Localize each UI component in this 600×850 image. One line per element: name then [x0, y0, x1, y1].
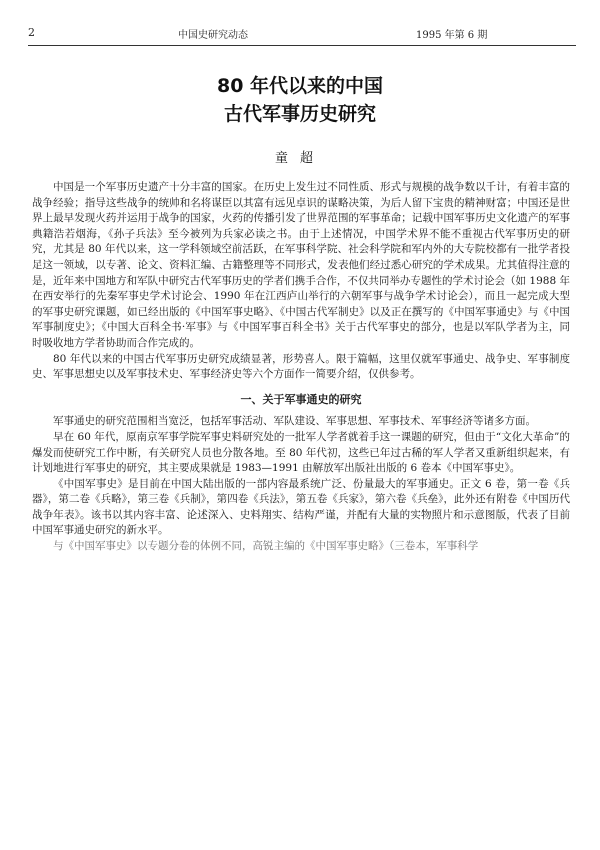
- body-paragraph: 《中国军事史》是目前在中国大陆出版的一部内容最系统广泛、份量最大的军事通史。正文 6 卷，第一卷《兵器》，第二卷《兵略》，第三卷《兵制》，第四卷《兵法》，第五卷《兵家》，第六卷《兵垒》，此外还有附卷《中国历代战争年表》。该书以其内容丰富、论述深入、史料翔实、结构严谨，并配有大量的实物照片和示意图版，代表了目前中国军事通史研究的新水平。: [32, 477, 570, 537]
- body-paragraph: 军事通史的研究范围相当宽泛，包括军事活动、军队建设、军事思想、军事技术、军事经济等诸多方面。: [53, 415, 536, 428]
- article-body: [32, 180, 570, 555]
- title-line-2: 古代军事历史研究: [223, 103, 376, 125]
- body-paragraph: 中国是一个军事历史遗产十分丰富的国家。在历史上发生过不同性质、形式与规模的战争数以千计，有着丰富的战争经验；指导这些战争的统帅和名将谋臣以其富有远见卓识的谋略决策，为后人留下宝贵的精神财富；中国还是世界上最早发现火药并运用于战争的国家，火药的传播引发了世界范围的军事革命；记载中国军事历史文化遗产的军事典籍浩若烟海，《孙子兵法》至今被列为兵家必读之书。由于上述情况，中国学术界不能不重视古代军事历史的研究，尤其是 80 年代以来，这一学科领域空前活跃，在军事科学院、社会科学院和军内外的大专院校都有一批学者投足这一领域，以专著、论文、资料汇编、古籍整理等不同形式，发表他们经过悉心研究的学术成果。尤其值得注意的是，近年来中国地方和军队中研究古代军事历史的学者们携手合作，不仅共同举办专题性的学术讨论会（如 1988 年在西安举行的先秦军事史学术讨论会、1990 年在江西庐山举行的六朝军事与战争学术讨论会），而且一起完成大型的军事史研究课题，如已经出版的《中国军事史略》、《中国古代军制史》以及正在撰写的《中国军事通史》与《中国军事制度史》；《中国大百科全书·军事》与《中国军事百科全书》关于古代军事史的部分，也是以军队学者为主，同时吸收地方学者协助而合作完成的。: [32, 181, 570, 349]
- body-paragraph: 早在 60 年代，原南京军事学院军事史料研究处的一批军人学者就着手这一课题的研究，但由于“文化大革命”的爆发而使研究工作中断，有关研究人员也分散各地。至 80 年代初，这些已年过古稀的军人学者又重新组织起来，有计划地进行军事史的研究，其主要成果就是 1983—1991 由解放军出版社出版的 6 卷本《中国军事史》。: [32, 430, 570, 475]
- article-title: [0, 72, 600, 128]
- header-rule: [28, 45, 576, 46]
- body-paragraph: 与《中国军事史》以专题分卷的体例不同，高锐主编的《中国军事史略》（三卷本，军事科学: [53, 540, 479, 553]
- journal-name: 中国史研究动态: [178, 30, 248, 41]
- running-header: [28, 26, 576, 42]
- section-heading: 一、关于军事通史的研究: [240, 392, 362, 406]
- body-paragraph: 80 年代以来的中国古代军事历史研究成绩显著，形势喜人。限于篇幅，这里仅就军事通史、战争史、军事制度史、军事思想史以及军事技术史、军事经济史等六个方面作一简要介绍，仅供参考。: [32, 352, 570, 381]
- issue-label: 1995 年第 6 期: [416, 30, 488, 41]
- title-line-1: 80 年代以来的中国: [216, 75, 384, 97]
- author-name: 童超: [274, 151, 325, 166]
- page-number: 2: [28, 26, 35, 39]
